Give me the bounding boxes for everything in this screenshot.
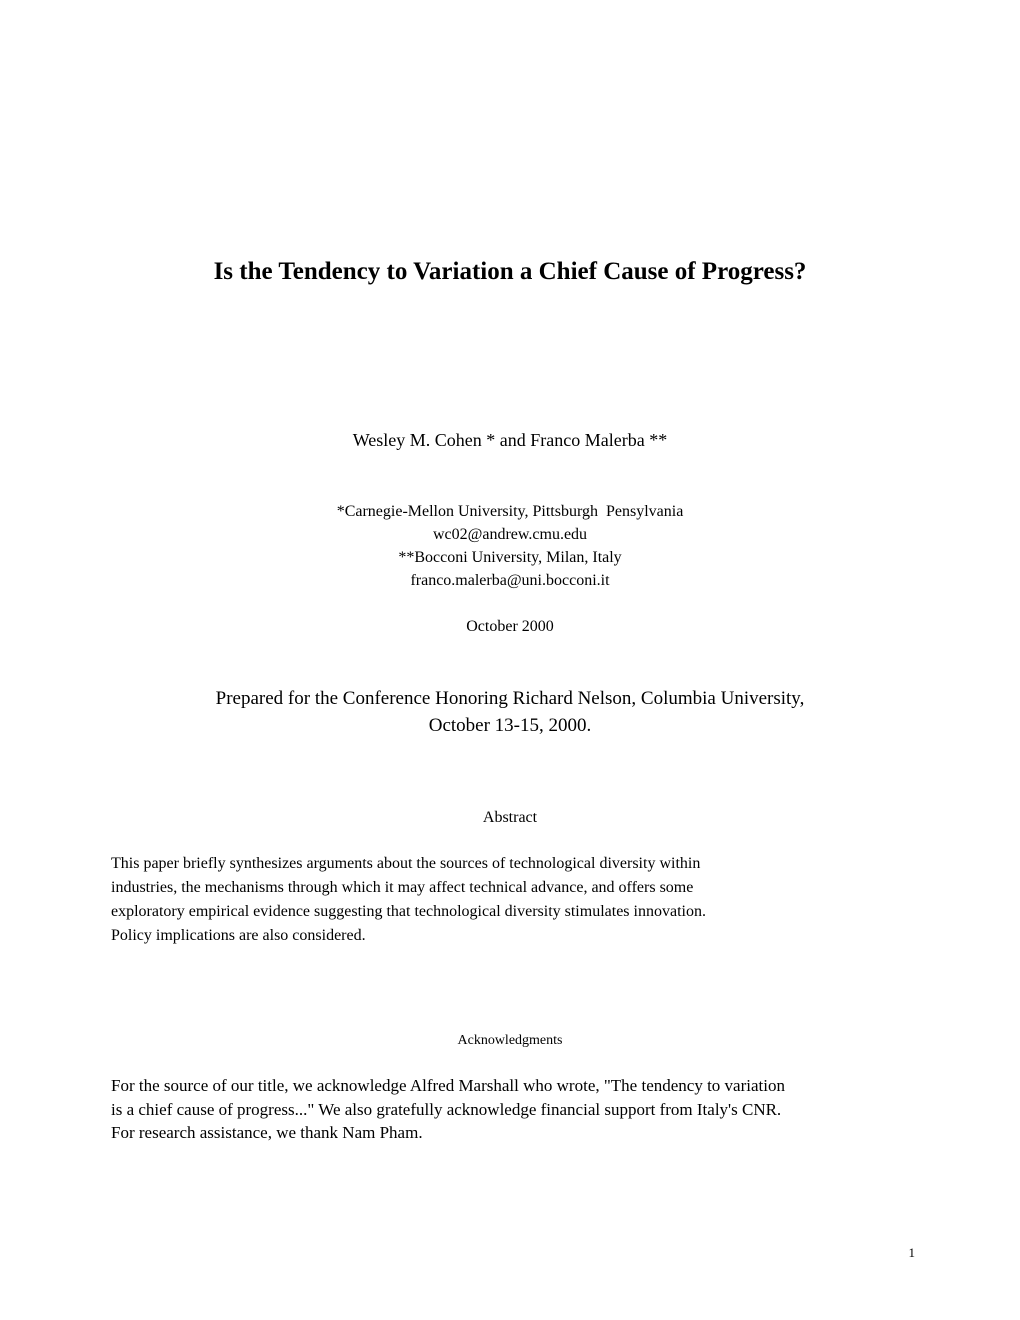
acknowledgments-line: For the source of our title, we acknowledge Alfred Marshall who wrote, "The tendency to variation <box>111 1076 785 1095</box>
affiliations-block <box>0 500 1020 592</box>
acknowledgments-line: is a chief cause of progress..." We also gratefully acknowledge financial support from Italy's CNR. <box>111 1099 782 1119</box>
affiliation-cmu: *Carnegie-Mellon University, Pittsburgh Pensylvania <box>336 503 684 520</box>
acknowledgments-line: For research assistance, we thank Nam Pham. <box>111 1123 423 1142</box>
abstract-line: exploratory empirical evidence suggesting that technological diversity stimulates innovation. <box>111 903 706 920</box>
email-malerba: franco.malerba@uni.bocconi.it <box>410 572 610 589</box>
email-cohen: wc02@andrew.cmu.edu <box>432 526 588 543</box>
affiliation-bocconi: **Bocconi University, Milan, Italy <box>398 549 622 566</box>
abstract-line: Policy implications are also considered. <box>111 927 366 944</box>
paper-title: Is the Tendency to Variation a Chief Cause of Progress? <box>213 258 807 285</box>
conference-note <box>130 685 890 739</box>
page-number: 1 <box>908 1245 915 1260</box>
paper-date: October 2000 <box>466 618 554 635</box>
abstract-text <box>111 852 911 948</box>
conference-note-line-1: Prepared for the Conference Honoring Richard Nelson, Columbia University, <box>215 688 805 709</box>
acknowledgments-text <box>111 1074 916 1145</box>
acknowledgments-heading: Acknowledgments <box>457 1033 563 1048</box>
abstract-line: This paper briefly synthesizes arguments about the sources of technological diversity within <box>111 855 701 872</box>
abstract-line: industries, the mechanisms through which it may affect technical advance, and offers some <box>111 879 694 896</box>
author-line: Wesley M. Cohen * and Franco Malerba ** <box>352 430 668 450</box>
conference-note-line-2: October 13-15, 2000. <box>428 715 592 736</box>
abstract-heading: Abstract <box>482 809 538 826</box>
